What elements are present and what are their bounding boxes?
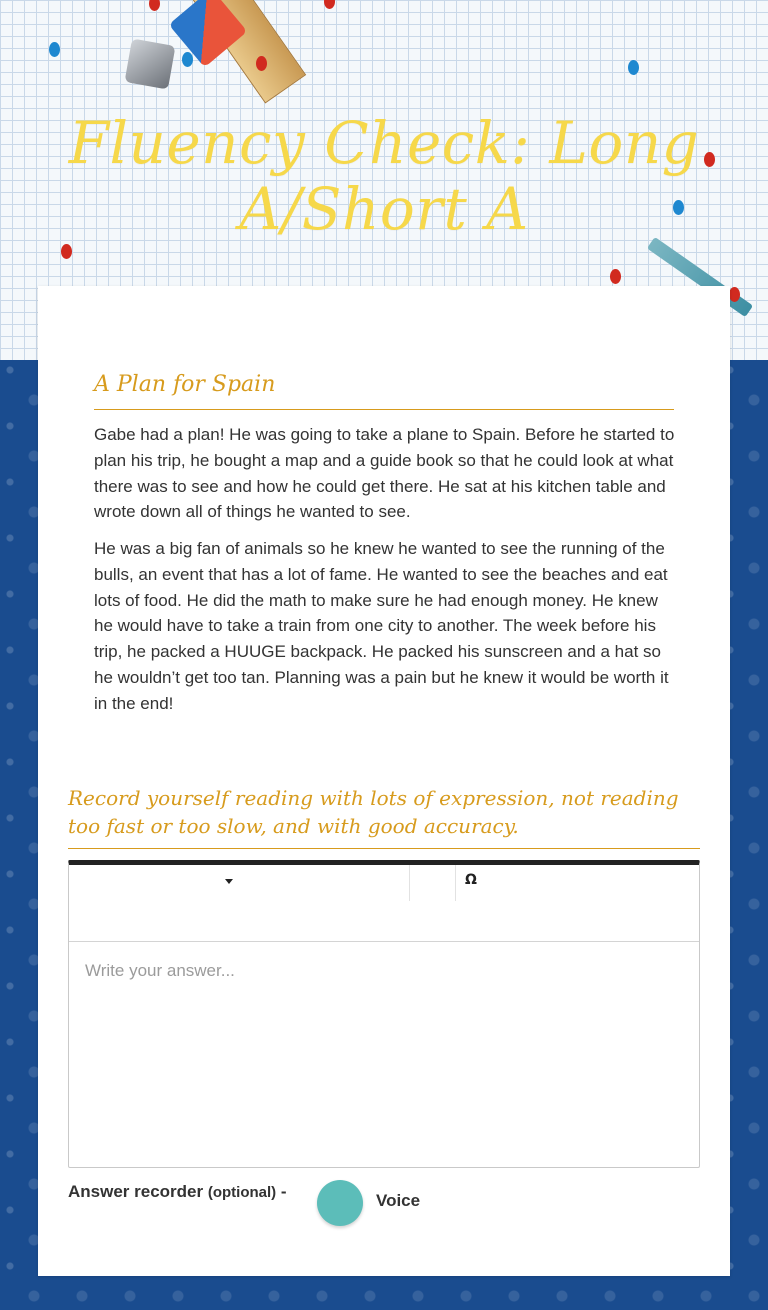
- question-prompt: Record yourself reading with lots of expression, not reading too fast or too slow, and with good accuracy.: [68, 784, 700, 849]
- editor-toolbar: [69, 865, 699, 942]
- answer-input[interactable]: Write your answer...: [85, 961, 235, 980]
- answer-editor[interactable]: [68, 860, 700, 1168]
- decorative-dot: [49, 42, 60, 57]
- format-dropdown[interactable]: [69, 865, 410, 901]
- story-paragraph: He was a big fan of animals so he knew he wanted to see the running of the bulls, an event that has a lot of fame. He wanted to see the beaches and eat lots of food. He did the math to make sure he had enough money. He knew he would have to take a train from one city to another. The week before his trip, he packed a HUUGE backpack. He packed his sunscreen and a hat so he wouldn’t get too tan. Planning was a pain but he knew it would be worth it in the end!: [94, 539, 669, 713]
- story-title: A Plan for Spain: [94, 372, 674, 410]
- worksheet-card: [38, 286, 730, 1276]
- decorative-dot: [628, 60, 639, 75]
- special-character-button[interactable]: Ω: [465, 872, 477, 888]
- answer-recorder-label: [68, 1182, 287, 1202]
- recorder-dash: -: [280, 1182, 287, 1201]
- decorative-dot: [61, 244, 72, 259]
- toolbar-separator: [409, 865, 456, 901]
- optional-label: (optional): [207, 1184, 277, 1201]
- decorative-dot: [324, 0, 335, 9]
- decorative-dot: [256, 56, 267, 71]
- decorative-dot: [610, 269, 621, 284]
- decorative-dot: [149, 0, 160, 11]
- story-paragraph: Gabe had a plan! He was going to take a plane to Spain. Before he started to plan his trip, he bought a map and a guide book so that he could look at what there was to see and how he could get there. He sat at his kitchen table and wrote down all of things he wanted to see.: [94, 425, 675, 522]
- decorative-dot: [182, 52, 193, 67]
- answer-recorder-text: Answer recorder: [68, 1182, 204, 1201]
- sharpener-image: [125, 39, 176, 90]
- decorative-dot: [729, 287, 740, 302]
- page-title: Fluency Check: Long A/Short A: [68, 109, 700, 243]
- record-button[interactable]: [317, 1180, 363, 1226]
- voice-label: Voice: [376, 1191, 421, 1210]
- chevron-down-icon: [225, 879, 233, 884]
